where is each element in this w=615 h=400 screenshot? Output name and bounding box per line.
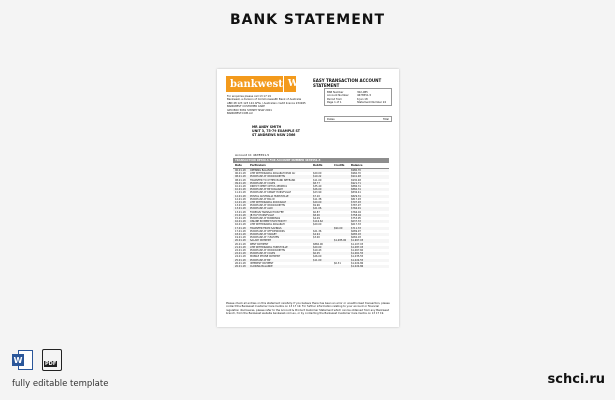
cell-balance: $817.93 xyxy=(351,197,361,201)
statement-heading: EASY TRANSACTION ACCOUNT STATEMENT xyxy=(313,78,382,88)
cell-debit: $8.77 xyxy=(313,181,320,185)
cell-debit: $860.00 xyxy=(313,242,323,246)
cell-particulars: OPENING BALANCE xyxy=(250,169,273,172)
summary-box xyxy=(324,116,392,122)
cell-particulars: PURCHASE AT TARGET xyxy=(250,233,277,237)
cell-balance: $921.71 xyxy=(351,181,361,185)
cell-balance: $682.03 xyxy=(351,236,361,240)
cell-balance: $797.93 xyxy=(351,201,361,205)
cell-particulars: PURCHASE AT WOOLWORTHS xyxy=(250,249,286,253)
cell-debit: $0.87 xyxy=(313,210,320,214)
cell-date: 12.01.18 xyxy=(235,201,246,205)
cell-debit: $26.00 xyxy=(313,255,322,259)
cell-date: 10.01.18 xyxy=(235,185,246,189)
cell-particulars: PURCHASE AT COLES xyxy=(250,181,276,185)
cell-date: 11.01.18 xyxy=(235,191,246,195)
cell-particulars: PURCHASE AT BUNNINGS xyxy=(250,217,281,221)
cell-particulars: CLOSING BALANCE xyxy=(250,265,273,269)
cell-debit: $9.96 xyxy=(313,204,320,208)
cell-debit: $4.09 xyxy=(313,217,320,221)
cell-balance: $1,061.55 xyxy=(351,252,364,256)
cell-particulars: POSTAL AUSTRALIA HURSTVILLE xyxy=(250,194,289,198)
cell-debit: $4.94 xyxy=(313,233,320,237)
cell-debit: $3.00 xyxy=(313,236,320,240)
cell-particulars: ONLINE PAYMENT ELECTRICITY xyxy=(250,220,287,224)
cell-debit: $20.00 xyxy=(313,245,322,249)
cell-balance: $689.97 xyxy=(351,229,361,233)
brand-watermark: schci.ru xyxy=(547,372,605,387)
bank-logo-mark: W xyxy=(283,76,298,92)
cell-debit: $19.43 xyxy=(313,249,322,253)
cell-particulars: PURCHASE AT WOOLWORTHS xyxy=(250,175,286,179)
account-detail-label: Page 1 of 1 xyxy=(327,101,342,105)
table-row xyxy=(233,265,389,268)
cell-debit: $11.00 xyxy=(313,258,322,262)
summary-left: Dates xyxy=(327,117,335,121)
cell-date: 10.01.18 xyxy=(235,188,246,192)
cell-debit: $7.10 xyxy=(313,194,320,198)
cell-balance: $766.91 xyxy=(351,207,361,211)
cell-date: 16.01.18 xyxy=(235,220,246,224)
cell-debit: $23.90 xyxy=(313,191,322,195)
cell-particulars: ATM WITHDRAWAL ROCKDALE xyxy=(250,201,286,205)
account-detail-label: BSB Number xyxy=(327,91,344,94)
transaction-rows xyxy=(233,169,389,268)
pdf-icon xyxy=(42,349,62,371)
cell-particulars: INTEREST PAYMENT xyxy=(250,261,274,265)
cell-debit: $116.62 xyxy=(313,220,323,224)
cell-balance: $1,087.03 xyxy=(351,245,364,249)
account-details-box xyxy=(324,88,392,106)
cell-balance: $886.31 xyxy=(351,185,361,189)
cell-date: 15.01.18 xyxy=(235,213,246,217)
statement-footer: Please check all entries on this statement carefully. If you believe there has been an error or unauthorised transaction, please contact the Bankwest Customer Care Centre on 13 17 19. For further information relating to your account or financial regulation disclosures, please refer to the Account & Product Customer Statement which can be obtained from any Bankwest branch, from the Bankwest website bankwest.com.au, or by contacting the Bankwest Customer Care Centre on 13 17 19. xyxy=(226,302,390,315)
cell-debit: $21.36 xyxy=(313,229,322,233)
cell-date: 13.01.18 xyxy=(235,207,246,211)
address-line: ST ANDREWS NSW 2566 xyxy=(252,133,296,137)
cell-date: 13.01.18 xyxy=(235,210,246,214)
column-credits: Credits xyxy=(334,164,345,167)
cell-particulars: ATM WITHDRAWAL KOGARAH xyxy=(250,223,285,227)
cell-date: 17.01.18 xyxy=(235,229,246,233)
word-badge: W xyxy=(13,355,23,365)
address-line: UNIT 3, 75-79 EXAMPLE ST xyxy=(252,129,300,133)
cell-debit: $19.22 xyxy=(313,175,322,179)
account-detail-value: Statement Number 24 xyxy=(357,101,387,105)
cell-balance: $1,024.86 xyxy=(351,261,364,265)
cell-particulars: PURCHASE AT BIG W xyxy=(250,197,275,201)
contact-line: ABN 48 123 123 124 AFSL / Australian credit licence 234945 xyxy=(227,101,306,105)
cell-debit: $11.00 xyxy=(313,178,322,182)
statement-document xyxy=(217,69,399,327)
cell-balance: $711.33 xyxy=(351,226,361,230)
cell-debit: $35.40 xyxy=(313,185,322,189)
cell-particulars: DIRECT DEBIT OPTUS 4859841 xyxy=(250,185,287,189)
cell-debit: $20.00 xyxy=(313,223,322,227)
cell-particulars: PURCHASE AT KMART HURSTVILLE xyxy=(250,191,291,195)
cell-debit: $20.00 xyxy=(313,201,322,205)
cell-balance: $787.97 xyxy=(351,204,361,208)
word-icon xyxy=(12,349,34,371)
cell-debit: $6.05 xyxy=(313,252,320,256)
cell-particulars: PURCHASE AT COLES xyxy=(250,252,276,256)
cell-balance: $1,967.03 xyxy=(351,239,364,243)
cell-debit: $20.00 xyxy=(313,172,322,176)
cell-balance: $960.70 xyxy=(351,172,361,176)
contact-line: Bankwest, a division of Commonwealth Bank of Australia xyxy=(227,98,302,102)
cell-particulars: ATM WITHDRAWAL HURSTVILLE xyxy=(250,245,288,249)
cell-particulars: SALARY PAYMENT xyxy=(250,239,271,243)
column-balance: Balance xyxy=(351,164,363,167)
cell-particulars: PURCHASE AT WOOLWORTHS xyxy=(250,204,286,208)
cell-particulars: PURCHASE AT OFFICEWORKS xyxy=(250,229,285,233)
contact-block xyxy=(227,95,306,115)
cell-particulars: PURCHASE AT ALDI xyxy=(250,207,273,211)
cell-date: 24.01.18 xyxy=(235,255,246,259)
cell-date: 20.01.18 xyxy=(235,239,246,243)
contact-line: For enquiries please call 13 17 19 xyxy=(227,95,271,98)
cell-particulars: PURCHASE AT BP KOGARAH xyxy=(250,188,283,192)
cell-date: 09.01.18 xyxy=(235,181,246,185)
format-icons xyxy=(12,349,62,371)
cell-date: 18.01.18 xyxy=(235,233,246,237)
contact-line: BANKWEST.COM.AU xyxy=(227,112,253,116)
cell-balance: $980.70 xyxy=(351,169,361,172)
column-particulars: Particulars xyxy=(250,164,266,167)
cell-particulars: PURCHASE AT 7-ELEVEN xyxy=(250,236,279,240)
cell-date: 26.01.18 xyxy=(235,265,246,269)
cell-credit: $94.00 xyxy=(334,226,343,230)
cell-balance: $1,107.03 xyxy=(351,242,364,246)
cell-balance: $829.31 xyxy=(351,194,361,198)
cell-particulars: FOREIGN TRANSACTION FEE xyxy=(250,210,284,214)
cell-date: 22.01.18 xyxy=(235,252,246,256)
contact-line: GPO BOX 5081 SYDNEY NSW 2001 xyxy=(227,108,272,112)
cell-date: 22.01.18 xyxy=(235,249,246,253)
cell-credit: $0.31 xyxy=(334,261,341,265)
cell-balance: $1,035.55 xyxy=(351,255,364,259)
transactions-header: TRANSACTION DETAILS FOR ACCOUNT NUMBER 4678551-5 xyxy=(233,158,389,163)
cell-debit: $8.00 xyxy=(313,213,320,217)
cell-date: 17.01.18 xyxy=(235,226,246,230)
account-detail-value: 302-985 xyxy=(357,91,368,94)
cell-date: 20.01.18 xyxy=(235,242,246,246)
account-detail-row xyxy=(327,101,389,104)
cell-date: 25.01.18 xyxy=(235,258,246,262)
cell-balance: $930.48 xyxy=(351,178,361,182)
bank-logo xyxy=(226,76,296,92)
account-detail-label: Account Number xyxy=(327,94,349,98)
cell-credit xyxy=(334,265,351,268)
page-title: BANK STATEMENT xyxy=(229,12,386,28)
cell-balance: $1,067.60 xyxy=(351,249,364,253)
cell-balance: $1,024.86 xyxy=(351,265,364,269)
cell-date: 12.01.18 xyxy=(235,194,246,198)
column-debits: Debits xyxy=(313,164,323,167)
account-detail-value: 6 Jan 18 xyxy=(357,97,368,101)
address-line: MR ANDY SMITH xyxy=(252,125,282,129)
cell-date: 19.01.18 xyxy=(235,236,246,240)
cell-balance: $941.48 xyxy=(351,175,361,179)
account-id-line: Account Id: 4678551-5 xyxy=(235,153,270,157)
cell-balance: $758.04 xyxy=(351,213,361,217)
cell-balance: $766.04 xyxy=(351,210,361,214)
cell-debit: $26.00 xyxy=(313,188,322,192)
tagline: fully editable template xyxy=(12,379,109,389)
cell-particulars: MOBILE PHONE PAYMENT xyxy=(250,255,281,259)
contact-line: BANKWEST CUSTOMER CARE xyxy=(227,105,265,109)
cell-particulars: TRANSFER FROM SAVINGS xyxy=(250,226,282,230)
cell-debit: $11.38 xyxy=(313,197,322,201)
cell-debit: $21.06 xyxy=(313,207,322,211)
cell-particulars: ATM WITHDRAWAL KOGARAH NSW AU xyxy=(250,172,296,176)
cell-date: 15.01.18 xyxy=(235,217,246,221)
cell-balance: $1,024.55 xyxy=(351,258,364,262)
cell-date: 12.01.18 xyxy=(235,197,246,201)
column-date: Date xyxy=(235,164,242,167)
cell-date: 08.01.18 xyxy=(235,175,246,179)
cell-particulars: TRANSFER TO OTHER BANK NETBANK xyxy=(250,178,296,182)
cell-balance: $836.41 xyxy=(351,191,361,195)
cell-particulars: PURCHASE AT BP xyxy=(250,258,271,262)
cell-date: 13.01.18 xyxy=(235,204,246,208)
cell-date: 06.01.18 xyxy=(235,169,246,172)
cell-date: 08.01.18 xyxy=(235,178,246,182)
cell-date: 06.01.18 xyxy=(235,172,246,176)
account-detail-label: Period from xyxy=(327,97,342,101)
cell-balance: $753.95 xyxy=(351,217,361,221)
cell-balance: $860.31 xyxy=(351,188,361,192)
transactions-table xyxy=(233,158,389,268)
customer-address xyxy=(252,125,300,137)
cell-credit: $1,285.00 xyxy=(334,239,347,243)
cell-balance: $617.33 xyxy=(351,223,361,227)
pdf-label: PDF xyxy=(45,361,57,367)
cell-date: 26.01.18 xyxy=(235,261,246,265)
cell-balance: $685.03 xyxy=(351,233,361,237)
cell-balance: $637.33 xyxy=(351,220,361,224)
summary-right: Total xyxy=(382,117,389,121)
cell-debit xyxy=(313,265,334,268)
bank-logo-text: bankwest xyxy=(230,78,283,90)
account-detail-value: 4678551-5 xyxy=(357,94,372,98)
cell-particulars: RENT PAYMENT xyxy=(250,242,269,246)
cell-date: 21.01.18 xyxy=(235,245,246,249)
cell-date: 16.01.18 xyxy=(235,223,246,227)
cell-particulars: JB HI-FI HURSTVILLE xyxy=(250,213,275,217)
